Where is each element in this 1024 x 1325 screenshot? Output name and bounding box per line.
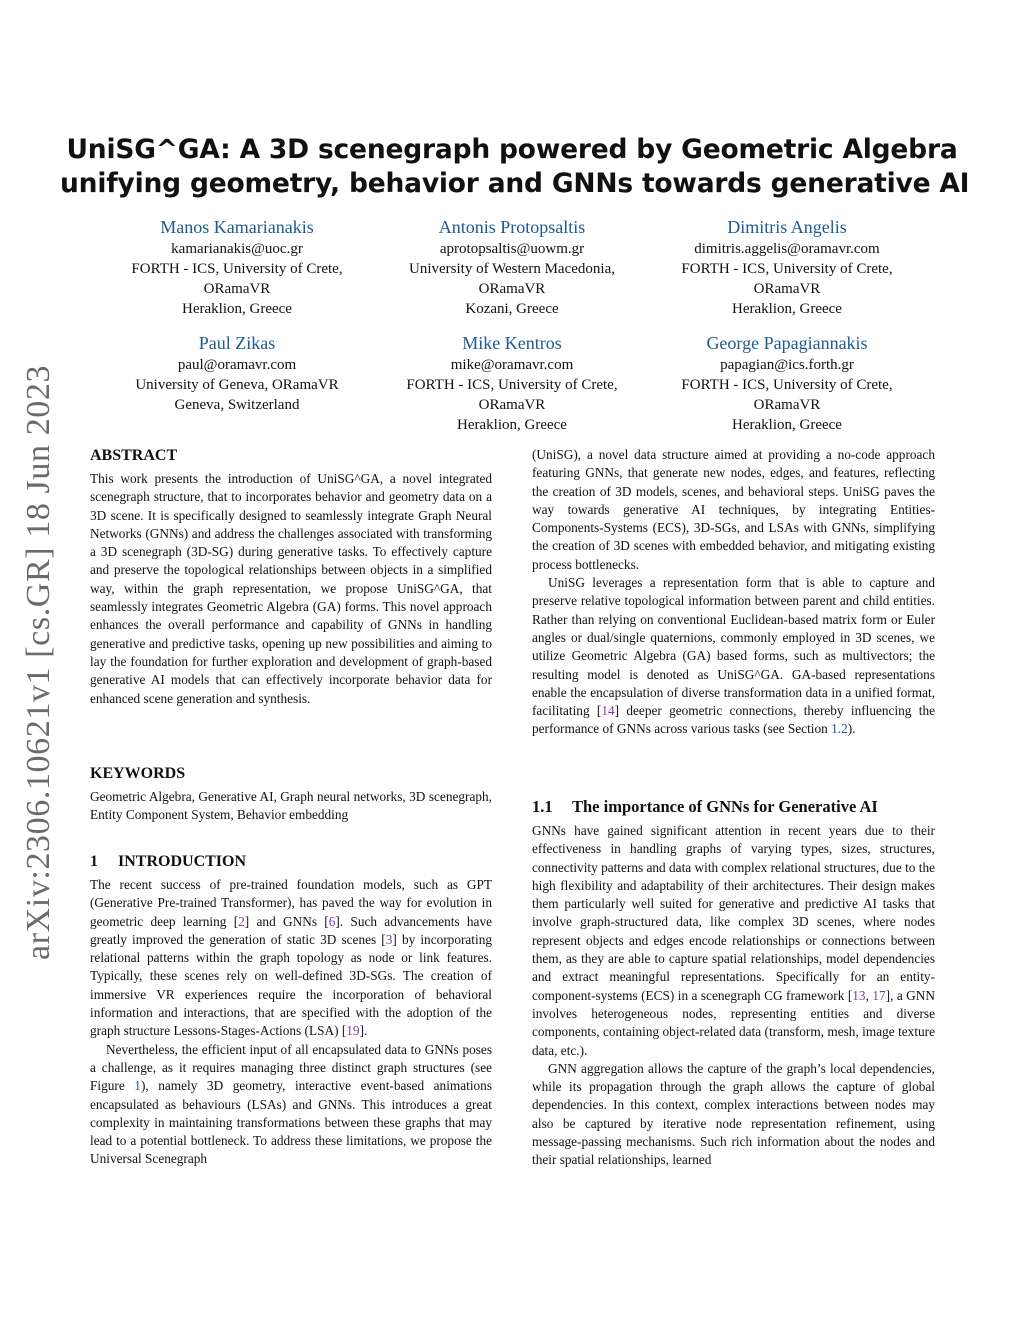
keywords-text: Geometric Algebra, Generative AI, Graph neural networks, 3D scenegraph, Entity Component System, Behavior embedding	[90, 789, 492, 823]
citation-link[interactable]: 13	[852, 987, 866, 1003]
author-email: papagian@ics.forth.gr	[720, 357, 854, 373]
subsection-number: 1.1	[532, 797, 553, 816]
introduction-body	[90, 876, 492, 1169]
right-column-intro-continued	[532, 446, 935, 739]
keywords-heading: KEYWORDS	[90, 765, 186, 782]
author-email: kamarianakis@uoc.gr	[171, 241, 303, 257]
intro-paragraph-4: UniSG leverages a representation form that is able to capture and preserve relative topological information between parent and child entities. Rather than relying on conventional Euclidean-based matrix form or Euler angles or dual/single quaternions, commonly employed in 3D scenes, we utilize Geometric Algebra (GA) based forms, such as multivectors; the resulting model is denoted as UniSG^GA. GA-based representations enable the encapsulation of diverse transformation data in a unified format, facilitating [14] deeper geometric connections, thereby influencing the performance of GNNs across various tasks (see Section 1.2).	[532, 575, 935, 737]
author-name[interactable]: Paul Zikas	[198, 333, 276, 353]
author-name[interactable]: Dimitris Angelis	[727, 217, 847, 237]
author-name[interactable]: George Papagiannakis	[706, 333, 868, 353]
intro-paragraph-1: The recent success of pre-trained foundation models, such as GPT (Generative Pre-trained Transformer), has paved the way for evolution in geometric deep learning [2] and GNNs [6]. Such advancements have greatly improved the generation of static 3D scenes [3] by incorporating relational patterns within the graph topology as node or link features. Typically, these scenes rely on well-defined 3D-SGs. The creation of immersive VR experiences require the incorporation of behavioral information and interactions, that are specified with the adoption of the graph structure Lessons-Stages-Actions (LSA) [19].	[90, 877, 493, 1039]
author-affiliation: FORTH - ICS, University of Crete,	[131, 261, 343, 277]
citation-link[interactable]: 14	[601, 703, 615, 719]
subsection-title: The importance of GNNs for Generative AI	[572, 797, 878, 816]
author-block-5	[367, 332, 657, 435]
author-location: Heraklion, Greece	[182, 301, 292, 317]
paper-title	[60, 133, 970, 201]
citation-link[interactable]: 3	[385, 931, 393, 947]
author-email: paul@oramavr.com	[177, 357, 297, 373]
author-email: mike@oramavr.com	[450, 357, 574, 373]
author-block-6	[642, 332, 932, 435]
author-name[interactable]: Antonis Protopsaltis	[438, 217, 586, 237]
author-email: dimitris.aggelis@oramavr.com	[694, 241, 880, 257]
citation-link[interactable]: 17	[872, 987, 886, 1003]
figure-reference-link[interactable]: 1	[134, 1078, 141, 1094]
author-block-3	[642, 216, 932, 319]
citation-link[interactable]: 19	[346, 1023, 360, 1039]
arxiv-identifier[interactable]: arXiv:2306.10621v1 [cs.GR] 18 Jun 2023	[20, 364, 57, 960]
author-affiliation: University of Western Macedonia,	[409, 261, 615, 277]
author-affiliation: ORamaVR	[203, 281, 271, 297]
title-line-1: UniSG^GA: A 3D scenegraph powered by Geometric Algebra	[66, 134, 958, 165]
abstract-body	[90, 470, 492, 708]
intro-paragraph-3: (UniSG), a novel data structure aimed at providing a no-code approach featuring GNNs, that generate new nodes, edges, and features, reflecting the creation of 3D models, scenes, and behavioral steps. UniSG paves the way towards generative AI techniques, by integrating Entities-Components-Systems (ECS), 3D-SGs, and LSAs with GNNs, simplifying the creation of 3D scenes with embedded behavior, and mitigating existing process bottlenecks.	[532, 447, 935, 572]
author-block-2	[367, 216, 657, 319]
author-affiliation: ORamaVR	[478, 397, 546, 413]
author-affiliation: ORamaVR	[478, 281, 546, 297]
subsection-paragraph-2: GNN aggregation allows the capture of the graph’s local dependencies, while its propagation through the graph allows the capture of global dependencies. In this context, complex interactions between nodes may also be captured by iterative node representation refinement, using message-passing mechanisms. Such rich information about the nodes and their spatial relationships, learned	[532, 1060, 935, 1168]
abstract-text: This work presents the introduction of UniSG^GA, a novel integrated scenegraph structure, that to incorporates behavior and geometry data on a 3D scene. It is specifically designed to seamlessly integrate Graph Neural Networks (GNNs) and address the challenges associated with transforming a 3D scenegraph (3D-SG) during generative tasks. To effectively capture and preserve the topological relationships between objects in a simplified way, within the graph representation, we propose UniSG^GA, that seamlessly integrates Geometric Algebra (GA) forms. This novel approach enhances the overall performance and capability of GNNs in handling generative and predictive tasks, opening up new possibilities and aiming to lay the foundation for further exploration and development of graph-based generative AI models that can effectively incorporate behavior data for enhanced scene generation and synthesis.	[90, 471, 492, 706]
author-affiliation: FORTH - ICS, University of Crete,	[406, 377, 618, 393]
keywords-body	[90, 788, 492, 825]
subsection-body	[532, 822, 935, 1170]
author-affiliation: FORTH - ICS, University of Crete,	[681, 261, 893, 277]
citation-link[interactable]: 6	[328, 913, 336, 929]
author-affiliation: University of Geneva, ORamaVR	[135, 377, 339, 393]
author-affiliation: ORamaVR	[753, 281, 821, 297]
subsection-paragraph-1: GNNs have gained significant attention in recent years due to their effectiveness in handling graphs of varying types, sizes, structures, connectivity patterns and data with complex relational structures, due to the high flexibility and adaptability of their architectures. Their design makes them particularly well suited for generative and predictive AI tasks that involve graph-structured data, like complex 3D scenes, where nodes represent objects and edges encode relationships or connections between them, as they are able to capture spatial relationships, model dependencies and extract meaningful representations. Specifically for an entity-component-systems (ECS) in a scenegraph CG framework [13, 17], a GNN involves heterogeneous nodes, representing entities and diverse components, containing object-related data (transform, mesh, image texture data, etc.).	[532, 823, 935, 1058]
author-name[interactable]: Manos Kamarianakis	[160, 217, 314, 237]
author-location: Geneva, Switzerland	[174, 397, 300, 413]
author-email: aprotopsaltis@uowm.gr	[439, 241, 585, 257]
citation-link[interactable]: 2	[238, 913, 245, 929]
abstract-heading: ABSTRACT	[90, 447, 178, 464]
section-title: INTRODUCTION	[118, 853, 247, 870]
author-name[interactable]: Mike Kentros	[462, 333, 562, 353]
author-location: Heraklion, Greece	[457, 417, 567, 433]
author-block-1	[92, 216, 382, 319]
subsection-heading	[532, 797, 878, 817]
section-reference-link[interactable]: 1.2	[831, 721, 848, 737]
author-affiliation: FORTH - ICS, University of Crete,	[681, 377, 893, 393]
section-number: 1	[90, 853, 98, 870]
introduction-heading	[90, 852, 246, 872]
author-affiliation: ORamaVR	[753, 397, 821, 413]
author-location: Heraklion, Greece	[732, 301, 842, 317]
author-block-4	[92, 332, 382, 415]
intro-paragraph-2: Nevertheless, the efficient input of all encapsulated data to GNNs poses a challenge, as it requires managing three distinct graph structures (see Figure 1), namely 3D geometry, interactive event-based animations encapsulated as behaviours (LSAs) and GNNs. This introduces a great complexity in maintaining transformations between these graphs that may lead to a potential bottleneck. To address these limitations, we propose the Universal Scenegraph	[90, 1041, 493, 1167]
author-location: Heraklion, Greece	[732, 417, 842, 433]
author-location: Kozani, Greece	[465, 301, 559, 317]
title-line-2: unifying geometry, behavior and GNNs towards generative AI	[60, 168, 970, 199]
